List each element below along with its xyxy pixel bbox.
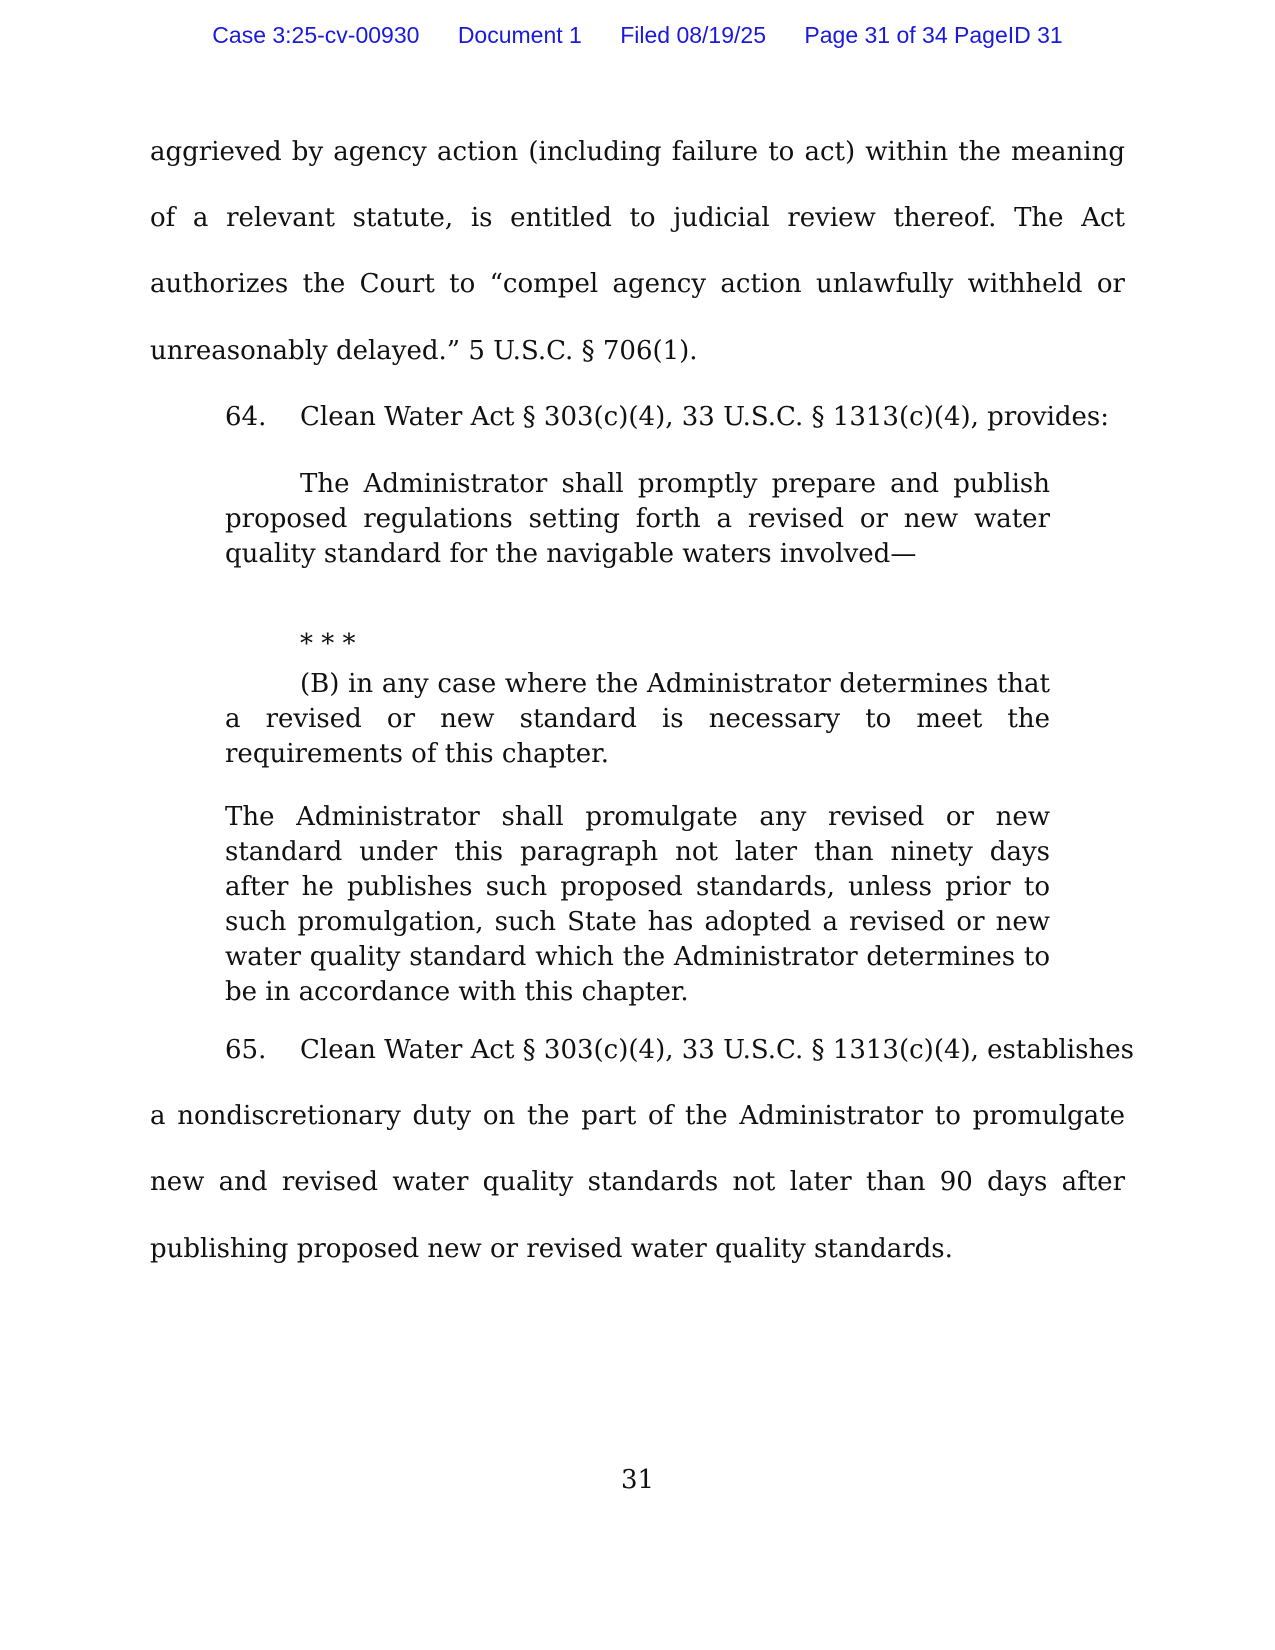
paragraph-65-line-3: new and revised water quality standards not later than 90 days after: [150, 1167, 1125, 1197]
case-number: Case 3:25-cv-00930: [212, 22, 420, 48]
paragraph-64-text: Clean Water Act § 303(c)(4), 33 U.S.C. § 1313(c)(4), provides:: [300, 402, 1110, 432]
paragraph-65-line-1: Clean Water Act § 303(c)(4), 33 U.S.C. § 1313(c)(4), establishes: [300, 1035, 1134, 1065]
body-line-4: unreasonably delayed.” 5 U.S.C. § 706(1).: [150, 336, 698, 366]
paragraph-65-line-2: a nondiscretionary duty on the part of the Administrator to promulgate: [150, 1101, 1125, 1131]
document-number: Document 1: [457, 22, 582, 48]
block-quote-2: [225, 667, 1050, 772]
ellipsis-stars: * * *: [300, 629, 356, 659]
paragraph-64: [225, 400, 1125, 434]
quote-paragraph-2: (B) in any case where the Administrator determines that a revised or new standard is necessary to meet the requirements of this chapter.: [225, 669, 1050, 769]
block-quote-1: [225, 467, 1050, 572]
body-line-3: authorizes the Court to “compel agency action unlawfully withheld or: [150, 269, 1125, 299]
page-number: 31: [620, 1465, 655, 1495]
case-header: [0, 22, 1275, 49]
paragraph-65-line-4: publishing proposed new or revised water quality standards.: [150, 1234, 953, 1264]
block-quote-3: [225, 800, 1050, 1010]
page-id: Page 31 of 34 PageID 31: [804, 22, 1063, 48]
quote-paragraph-3: The Administrator shall promulgate any revised or new standard under this paragraph not later than ninety days after he publishes such proposed standards, unless prior to such promulgation, such State has adopted a revised or new water quality standard which the Administrator determines to be in accordance with this chapter.: [225, 802, 1050, 1007]
body-line-1: aggrieved by agency action (including failure to act) within the meaning: [150, 137, 1125, 167]
paragraph-64-number: 64.: [225, 402, 267, 432]
filed-date: Filed 08/19/25: [620, 22, 766, 48]
body-line-2: of a relevant statute, is entitled to judicial review thereof. The Act: [150, 203, 1125, 233]
paragraph-65-number: 65.: [225, 1035, 267, 1065]
paragraph-65: [225, 1033, 1134, 1067]
quote-paragraph-1: The Administrator shall promptly prepare and publish proposed regulations setting forth a revised or new water quality standard for the navigable waters involved—: [225, 469, 1050, 569]
